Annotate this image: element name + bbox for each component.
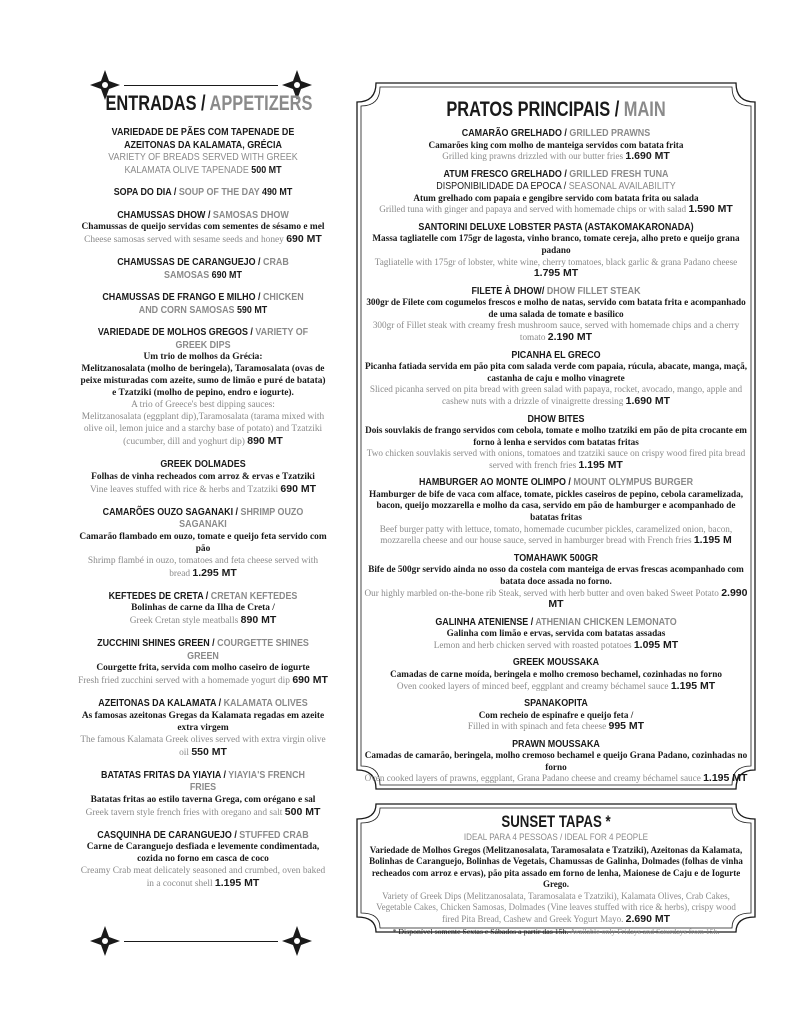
menu-item-title-en: ATHENIAN CHICKEN LEMONATO (535, 615, 677, 628)
menu-item-price: 690 MT (280, 482, 317, 495)
menu-item-description-en (362, 384, 750, 407)
menu-item-description-en-text: Two chicken souvlakis served with onions, tomatoes and tzatziki sauce on crispy wood fired pita bread served with french fries (366, 448, 746, 470)
menu-item-title-en: MOUNT OLYMPUS BURGER (573, 476, 694, 489)
menu-item-subtitle-text: VARIETY OF BREADS SERVED WITH GREEK KALAMATA OLIVE TAPENADE (108, 151, 298, 176)
menu-item-description-en-text: 300gr of Fillet steak with creamy fresh mushroom sauce, served with homemade chips and a cherry tomato (372, 320, 740, 343)
menu-item-description-pt: Dois souvlakis de frango servidos com cebola, tomate e molho tzatziki em pão de pita crocante em forno à lenha e servidos com batatas fritas (365, 425, 747, 447)
menu-item-description-en-text: Tagliatelle with 175gr of lobster, white wine, cherry tomatoes, black garlic & grana Padano cheese (374, 256, 738, 267)
menu-item-title-pt: TOMAHAWK 500GR (513, 551, 599, 564)
menu-item-description-pt: Bolinhas de carne da Ilha de Creta / (131, 603, 275, 613)
menu-item-title-en: GRILLED PRAWNS (569, 127, 651, 139)
menu-item-description-en (362, 640, 750, 652)
menu-item-description-en-text: Oven cooked layers of prawns, eggplant, Grana Padano cheese and creamy béchamel sauce (364, 773, 701, 784)
menu-item (362, 616, 750, 652)
menu-item-price: 890 MT (240, 614, 277, 626)
menu-item-title-en: CRETAN KEFTEDES (210, 589, 298, 602)
menu-item-price: 490 MT (262, 186, 293, 198)
section-title-en: MAIN (623, 98, 666, 121)
menu-item-title (391, 738, 721, 751)
menu-item-title-pt: CHAMUSSAS DHOW / (117, 208, 211, 221)
menu-item-description-en-text: Vine leaves stuffed with rice & herbs and Tzatziki (89, 484, 279, 495)
tapas-subtitle-en: IDEAL FOR 4 PEOPLE (564, 832, 649, 843)
menu-item-description-pt: Um trio de molhos da Grécia: (143, 352, 263, 362)
menu-item (362, 127, 750, 163)
menu-item-title (391, 697, 721, 710)
menu-item (78, 291, 328, 316)
menu-item (362, 221, 750, 280)
menu-item (362, 476, 750, 546)
menu-item-description-en-text: Shrimp flambé in ouzo, tomatoes and feta cheese served with bread (87, 555, 319, 579)
menu-item (78, 637, 328, 687)
menu-item (78, 506, 328, 580)
menu-item-title-en: YIAYIA'S FRENCH FRIES (189, 768, 305, 793)
ornament-rule (124, 941, 278, 942)
menu-item (78, 126, 328, 176)
ornament-diamond-icon (88, 924, 122, 958)
menu-item-description-en-text: Beef burger patty with lettuce, tomato, homemade cucumber pickles, caramelized onion, bacon, mozzarella cheese and our house sauce, served in hamburger bread with French fries (379, 523, 733, 546)
menu-item-title (97, 637, 310, 662)
menu-item-title-pt: HAMBURGER AO MONTE OLIMPO / (418, 476, 571, 489)
menu-item-title-pt: VARIEDADE DE MOLHOS GREGOS / (97, 326, 253, 338)
menu-item (362, 285, 750, 344)
menu-item-description-pt: Camarões king com molho de manteiga servidos com batata frita (428, 139, 684, 150)
menu-item-description-en-text: Sliced picanha served on pita bread with green salad with papaya, rocket, avocado, mango, apple and cashew nuts with a drizzle of vinaigrette dressing (369, 384, 743, 406)
menu-item (362, 697, 750, 733)
menu-item-price: 2.190 MT (547, 331, 593, 344)
ornament-diamond-icon (280, 924, 314, 958)
menu-item-description-pt: Atum grelhado com papaia e gengibre servido com batata frita ou salada (413, 192, 699, 203)
menu-item-title-pt: PICANHA EL GRECO (511, 348, 601, 361)
menu-item-description-pt: Folhas de vinha recheados com arroz & ervas e Tzatziki (91, 471, 315, 482)
menu-item-title-pt: ATUM FRESCO GRELHADO / (443, 167, 567, 180)
menu-item-title-pt: BATATAS FRITAS DA YIAYIA / (101, 768, 226, 781)
menu-item-title-pt: CAMARÕES OUZO SAGANAKI / (102, 505, 239, 518)
menu-item-description-en (362, 524, 750, 547)
menu-item-title (391, 552, 721, 565)
menu-item-price: 690 MT (286, 233, 322, 245)
menu-item (362, 413, 750, 472)
menu-item-description-en-text: The famous Kalamata Greek olives served with extra virgin olive oil (80, 734, 326, 758)
menu-item-description-pt: 300gr de Filete com cogumelos frescos e molho de natas, servido com batata frita e acompanhado de uma salada de tomate e basílico (366, 297, 746, 319)
menu-item-title (97, 326, 310, 351)
tapas-note-en: Available only Fridays and Saturdays from 15h. (569, 927, 720, 936)
menu-item-description-en (362, 151, 750, 163)
menu-item-title-pt: VARIEDADE DE PÃES COM TAPENADE DE AZEITONAS DA KALAMATA, GRÉCIA (111, 126, 295, 151)
menu-item-title (97, 506, 310, 531)
section-title-pt: PRATOS PRINCIPAIS / (446, 98, 620, 121)
menu-item-title-pt: SOPA DO DIA / (113, 186, 177, 198)
menu-item-description-pt: Picanha fatiada servida em pão pita com salada verde com papaia, rúcula, abacate, manga, maçã, castanha de caju e molho vinagrete (364, 361, 748, 383)
menu-item-description-pt: Bife de 500gr servido ainda no osso da costela com manteiga de ervas frescas acompanhado com batata doce assada no forno. (368, 564, 744, 586)
menu-item-description-en (362, 721, 750, 733)
menu-item-title (97, 186, 310, 199)
menu-item-price: 690 MT (211, 268, 242, 281)
menu-item-title-pt: PRAWN MOUSSAKA (512, 737, 600, 750)
tapas-subtitle-pt: IDEAL PARA 4 PESSOAS / (463, 832, 563, 843)
menu-item-title (391, 349, 721, 362)
menu-item-title-pt: ZUCCHINI SHINES GREEN / (97, 637, 215, 649)
menu-item-description-en-text: Cheese samosas served with sesame seeds and honey (84, 235, 284, 245)
menu-item-description-pt: Com recheio de espinafre e queijo feta / (478, 709, 634, 720)
menu-item (78, 256, 328, 281)
menu-item-subtitle-pt: DISPONIBILIDADE DA EPOCA / (436, 180, 567, 193)
menu-item-description-en (78, 399, 328, 411)
menu-item-title-en: CHICKEN AND CORN SAMOSAS (138, 291, 304, 316)
menu-item-title (391, 168, 721, 181)
menu-item-description-pt: Hamburger de bife de vaca com alface, tomate, pickles caseiros de pepino, cebola caramelizada, bacon, queijo mozzarella e molho da casa, servido em pão de hamburger e acompanhado de batatas fritas (369, 488, 743, 523)
section-title (405, 98, 708, 122)
main-course-list (362, 127, 750, 785)
menu-item-description-en (78, 411, 328, 448)
menu-item (362, 738, 750, 785)
menu-item-description-en (78, 614, 328, 627)
menu-item-title-pt: KEFTEDES DE CRETA / (108, 589, 209, 602)
menu-item-title-pt: FILETE À DHOW/ (471, 284, 545, 297)
menu-item (362, 552, 750, 611)
menu-item-title-en: VARIETY OF GREEK DIPS (175, 326, 309, 351)
section-title (105, 92, 313, 116)
menu-item-price: 590 MT (236, 303, 268, 316)
menu-item-description-en (78, 806, 328, 819)
menu-item-price: 2.990 MT (548, 586, 748, 611)
menu-item-title (97, 291, 310, 316)
menu-item-title-en: SAMOSAS DHOW (212, 208, 289, 221)
menu-item-subtitle-en (97, 151, 310, 176)
menu-item-price: 1.095 MT (633, 638, 679, 651)
menu-item-price: 1.295 MT (192, 566, 237, 579)
menu-item-description-en (362, 681, 750, 693)
menu-item-description-en (362, 773, 750, 785)
menu-item-title (391, 476, 721, 489)
menu-item-price: 500 MT (284, 805, 321, 818)
menu-item-price: 500 MT (251, 163, 282, 176)
menu-item-title-pt: CAMARÃO GRELHADO / (461, 127, 567, 139)
menu-item (362, 656, 750, 692)
section-title-pt: ENTRADAS / (105, 92, 206, 115)
menu-item-description-en (78, 233, 328, 246)
menu-item-title-en: STUFFED CRAB (239, 828, 309, 841)
menu-item-title (97, 590, 310, 603)
menu-item-title (97, 829, 310, 842)
menu-item-title-pt: CHAMUSSAS DE FRANGO E MILHO / (102, 291, 261, 303)
menu-item (78, 458, 328, 496)
appetizer-list (78, 126, 328, 890)
menu-item-title (97, 126, 310, 151)
menu-item-title-en: SOUP OF THE DAY (178, 186, 260, 198)
menu-item-title-en: KALAMATA OLIVES (223, 697, 308, 709)
menu-item (362, 349, 750, 408)
menu-item-title (391, 413, 721, 426)
menu-item (78, 186, 328, 199)
menu-item-description-en (362, 588, 750, 611)
menu-item-title-en: GRILLED FRESH TUNA (569, 167, 669, 180)
menu-item-description-pt: Camarão flambado em ouzo, tomate e queijo feta servido com pão (79, 531, 327, 554)
menu-item-title (97, 256, 310, 281)
menu-item-price: 1.690 MT (625, 150, 670, 163)
menu-item-title-en: CRAB SAMOSAS (164, 256, 289, 281)
menu-item (78, 326, 328, 448)
menu-item-price: 1.195 MT (214, 877, 260, 889)
menu-item (78, 590, 328, 628)
menu-item-price: 1.195 MT (578, 458, 623, 471)
tapas-subtitle (396, 832, 716, 845)
menu-item-price: 690 MT (292, 674, 328, 686)
tapas-price: 2.690 MT (625, 912, 671, 925)
menu-item-title-en: DHOW FILLET STEAK (546, 284, 641, 297)
tapas-note (368, 927, 744, 937)
menu-item-price: 1.590 MT (688, 203, 733, 216)
menu-item-description-en-text: Our highly marbled on-the-bone rib Steak, served with herb butter and oven baked Sweet Potato (364, 587, 719, 598)
menu-item-description-en-text: Oven cooked layers of minced beef, eggplant and creamy béchamel sauce (396, 680, 669, 691)
menu-item-price: 1.195 MT (670, 679, 716, 692)
menu-item-description-en-text: Fresh fried zucchini served with a homemade yogurt dip (78, 676, 290, 686)
menu-item-description-en (362, 257, 750, 280)
menu-item-subtitle-en: SEASONAL AVAILABILITY (568, 180, 676, 193)
menu-item-title (97, 769, 310, 794)
section-title-en: APPETIZERS (209, 92, 313, 115)
menu-item-title (97, 209, 310, 222)
menu-item-description-pt: Galinha com limão e ervas, servida com batatas assadas (446, 628, 666, 639)
appetizers-section (78, 92, 328, 890)
menu-item-subtitle (391, 180, 721, 193)
tapas-title: SUNSET TAPAS * (501, 812, 611, 831)
tapas-note-pt: * Disponível somente Sextas e Sábados a partir das 15h. (392, 927, 569, 936)
menu-item-description-pt: Camadas de camarão, beringela, molho cremoso bechamel e queijo Grana Padano, cozinhadas no forno (364, 750, 748, 772)
menu-item-title-pt: SPANAKOPITA (524, 697, 588, 710)
menu-item-title-pt: AZEITONAS DA KALAMATA / (98, 697, 222, 709)
menu-item-title (97, 697, 310, 710)
menu-item-price: 550 MT (191, 745, 227, 758)
menu-item-description-pt: Melitzanosalata (molho de beringela), Taramosalata (ovas de peixe misturadas com azeite, sumo de limão e puré de batata) e Tzatziki (molho de pepino, endro e iogurte). (80, 364, 326, 398)
menu-item-description-en-text: Greek tavern style french fries with oregano and salt (85, 807, 283, 818)
menu-item-description-en-text: Grilled tuna with ginger and papaya and served with homemade chips or with salad (379, 204, 687, 215)
menu-item-description-en (362, 448, 750, 471)
menu-item (78, 829, 328, 891)
menu-item (78, 209, 328, 247)
menu-item-description-en (78, 734, 328, 759)
menu-item-title-en: SHRIMP OUZO SAGANAKI (179, 505, 304, 530)
tapas-description-pt: Variedade de Molhos Gregos (Melitzanosalata, Taramosalata e Tzatziki), Azeitonas da Kalamata, Bolinhas de Caranguejo, Bolinhas de Vegetais, Chamussas de Galinha, Dolmades (folhas de vinha recheados com arroz e ervas), pão pita assado em forno de lenha, Maionese de Caju e de Iogurte Grego. (369, 844, 743, 889)
menu-item (78, 697, 328, 759)
menu-item-price: 995 MT (608, 720, 645, 733)
main-courses-section (362, 98, 750, 785)
menu-item-price: 1.690 MT (625, 394, 671, 407)
menu-item-price: 890 MT (247, 435, 283, 447)
menu-item-title (391, 285, 721, 298)
menu-item-title (391, 221, 721, 234)
menu-item-title-pt: CASQUINHA DE CARANGUEJO / (97, 828, 237, 841)
menu-item-title-pt: GALINHA ATENIENSE / (435, 615, 534, 628)
menu-item (362, 168, 750, 216)
menu-item-title-pt: CHAMUSSAS DE CARANGUEJO / (117, 256, 261, 268)
menu-item-title (391, 127, 721, 140)
menu-item-description-en (362, 204, 750, 216)
menu-item-title-en: COURGETTE SHINES GREEN (187, 637, 309, 662)
menu-item-description-pt: Batatas fritas ao estilo taverna Grega, com orégano e sal (90, 794, 316, 805)
menu-item-description-en-text: Melitzanosalata (eggplant dip),Taramosalata (tarama mixed with olive oil, lemon juice and a starchy base of potato) and Tzatziki (cucumber, dill and yoghurt dip) (81, 412, 325, 447)
menu-item-description-pt: Camadas de carne moída, beringela e molho cremoso bechamel, cozinhadas no forno (390, 668, 722, 679)
menu-item-description-en-text: A trio of Greece's best dipping sauces: (131, 400, 275, 410)
menu-item-description-en (78, 674, 328, 687)
menu-item-description-en-text: Creamy Crab meat delicately seasoned and crumbed, oven baked in a coconut shell (80, 866, 326, 889)
menu-item-price: 1.795 MT (533, 267, 579, 280)
menu-item-description-en (78, 555, 328, 580)
menu-item-title (391, 656, 721, 669)
menu-item-title-pt: GREEK MOUSSAKA (512, 656, 600, 669)
menu-item-description-pt: Carne de Caranguejo desfiada e levemente condimentada, cozida no forno em casca de coco (86, 842, 320, 864)
menu-item-title-pt: GREEK DOLMADES (160, 458, 246, 470)
menu-item-title (391, 616, 721, 629)
menu-item-description-en-text: Grilled king prawns drizzled with our butter fries (442, 151, 624, 162)
menu-item-description-en (362, 320, 750, 343)
menu-item-title (97, 458, 310, 471)
tapas-description-en (368, 891, 744, 926)
menu-item-description-en-text: Lemon and herb chicken served with roasted potatoes (433, 639, 632, 650)
menu-item-description-pt: As famosas azeitonas Gregas da Kalamata regadas em azeite extra virgem (81, 710, 325, 733)
menu-item (78, 769, 328, 819)
sunset-tapas-section (368, 812, 744, 937)
menu-item-description-en (78, 483, 328, 496)
ornament-rule (124, 85, 278, 86)
menu-item-description-pt: Chamussas de queijo servidas com sementes de sésamo e mel (81, 222, 325, 232)
menu-item-description-en (78, 865, 328, 890)
menu-item-title-pt: SANTORINI DELUXE LOBSTER PASTA (ASTAKOMAKARONADA) (418, 220, 694, 233)
menu-item-description-pt: Massa tagliatelle com 175gr de lagosta, vinho branco, tomate cereja, alho preto e queijo grana padano (372, 233, 740, 255)
menu-item-price: 1.195 MT (703, 772, 748, 785)
menu-item-description-en-text: Filled in with spinach and feta cheese (467, 721, 607, 732)
menu-item-title-pt: DHOW BITES (527, 412, 585, 425)
tapas-description-en-text: Variety of Greek Dips (Melitzanosalata, Taramosalata e Tzatziki), Kalamata Olives, Crab Cakes, Vegetable Cakes, Chicken Samosas, Dolmades (Vine leaves stuffed with rice & herbs), crispy wood fired Pita Bread, Cashew and Greek Yogurt Mayo. (376, 890, 736, 924)
menu-item-description-pt: Courgette frita, servida com molho caseiro de iogurte (96, 663, 310, 673)
menu-item-price: 1.195 M (693, 534, 732, 547)
menu-item-description-en-text: Greek Cretan style meatballs (129, 616, 239, 626)
